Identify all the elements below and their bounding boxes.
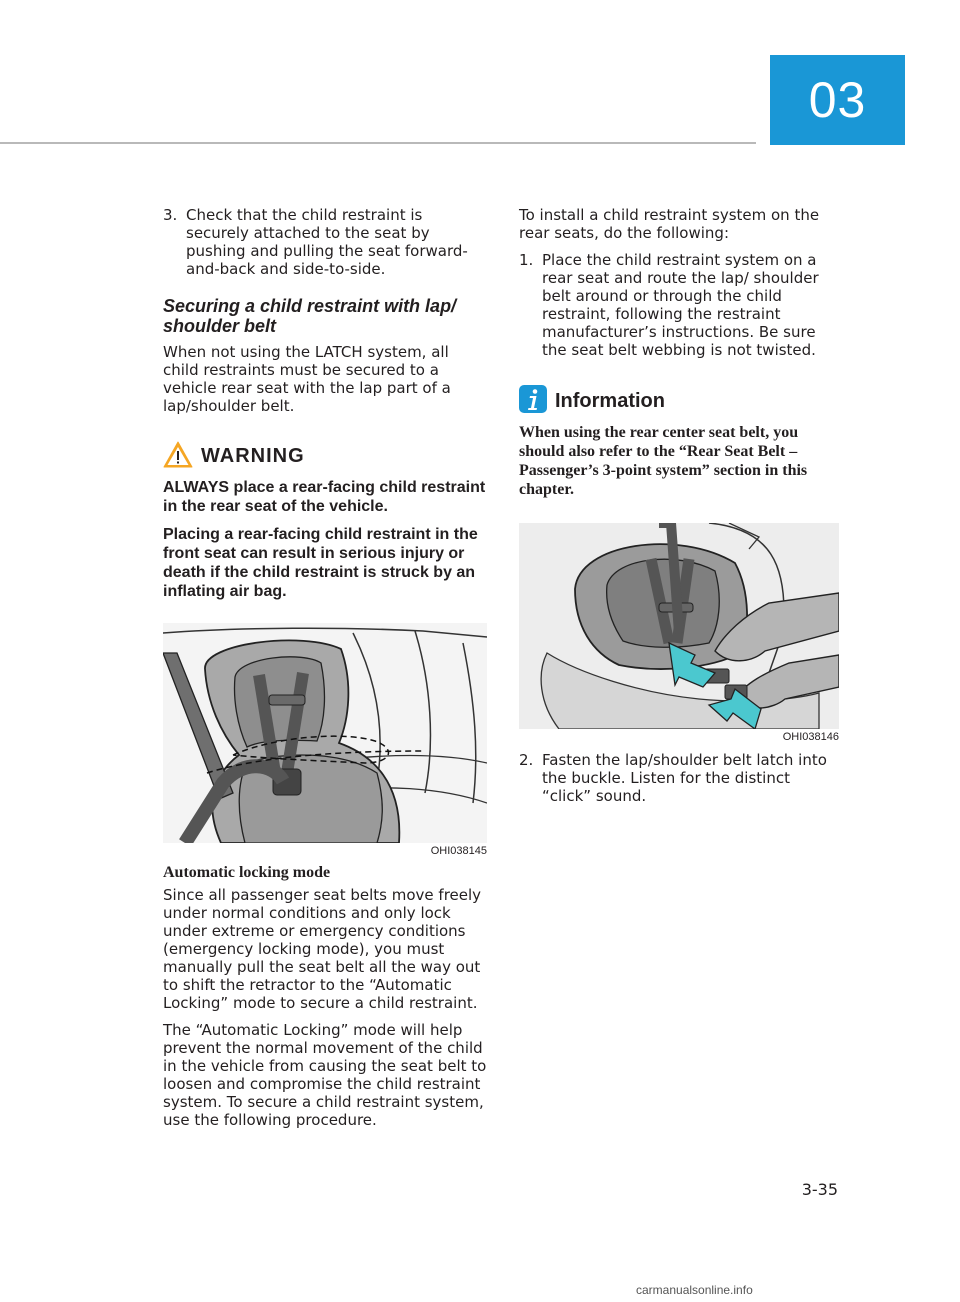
right-column xyxy=(519,206,839,805)
step-1-text: Place the child restraint system on a rear seat and route the lap/ shoulder belt around or through the child restraint, following the restraint manufacturer’s instructions. Be sure the seat belt webbing is not twisted. xyxy=(542,251,819,359)
info-icon xyxy=(519,385,547,417)
step-1 xyxy=(519,251,839,359)
step-2 xyxy=(519,751,839,805)
chapter-tab: 03 xyxy=(770,55,905,145)
step-2-text: Fasten the lap/shoulder belt latch into the buckle. Listen for the distinct “click” sound. xyxy=(542,751,827,805)
page-number: 3-35 xyxy=(801,1180,838,1199)
figure-code: OHI038146 xyxy=(782,731,839,743)
figure-code: OHI038145 xyxy=(430,845,487,857)
automatic-locking-paragraph-1: Since all passenger seat belts move freely under normal conditions and only lock under extreme or emergency conditions (emergency locking mode), you must manually pull the seat belt all the way out to shift the retractor to the “Automatic Locking” mode to secure a child restraint. xyxy=(163,886,482,1012)
intro-paragraph: When not using the LATCH system, all child restraints must be secured to a vehicle rear seat with the lap part of a lap/shoulder belt. xyxy=(163,343,451,415)
warning-header xyxy=(163,441,487,472)
header-rule xyxy=(0,142,756,144)
warning-title: WARNING xyxy=(201,445,305,467)
automatic-locking-paragraph-2: The “Automatic Locking” mode will help prevent the normal movement of the child in the vehicle from causing the seat belt to loosen and compromise the child restraint system. To secure a child restraint system, use the following procedure. xyxy=(163,1021,487,1129)
child-seat-lap-belt-illustration xyxy=(163,623,487,843)
automatic-locking-heading: Automatic locking mode xyxy=(163,864,331,881)
step-3-text: Check that the child restraint is securely attached to the seat by pushing and pulling the seat forward-and-back and side-to-side. xyxy=(186,206,468,278)
step-2-number: 2. xyxy=(519,751,534,769)
step-1-number: 1. xyxy=(519,251,534,269)
left-column xyxy=(163,206,487,1129)
info-title: Information xyxy=(555,389,665,412)
warning-paragraph-2: Placing a rear-facing child restraint in the front seat can result in serious injury or death if the child restraint is struck by an inflating air bag. xyxy=(163,526,478,600)
install-intro: To install a child restraint system on the rear seats, do the following: xyxy=(519,206,820,242)
warning-triangle-icon xyxy=(163,441,193,472)
section-heading: Securing a child restraint with lap/ shoulder belt xyxy=(163,296,457,336)
step-3 xyxy=(163,206,487,278)
figure-buckle-latch xyxy=(519,523,839,743)
warning-paragraph-1: ALWAYS place a rear-facing child restraint in the rear seat of the vehicle. xyxy=(163,479,486,515)
watermark: carmanualsonline.info xyxy=(636,1283,753,1297)
info-header xyxy=(519,385,839,417)
info-text: When using the rear center seat belt, you should also refer to the “Rear Seat Belt – Passenger’s 3-point system” section in this chapter. xyxy=(519,424,808,498)
buckle-latch-illustration xyxy=(519,523,839,729)
step-3-number: 3. xyxy=(163,206,178,224)
figure-lap-belt-seat xyxy=(163,623,487,857)
